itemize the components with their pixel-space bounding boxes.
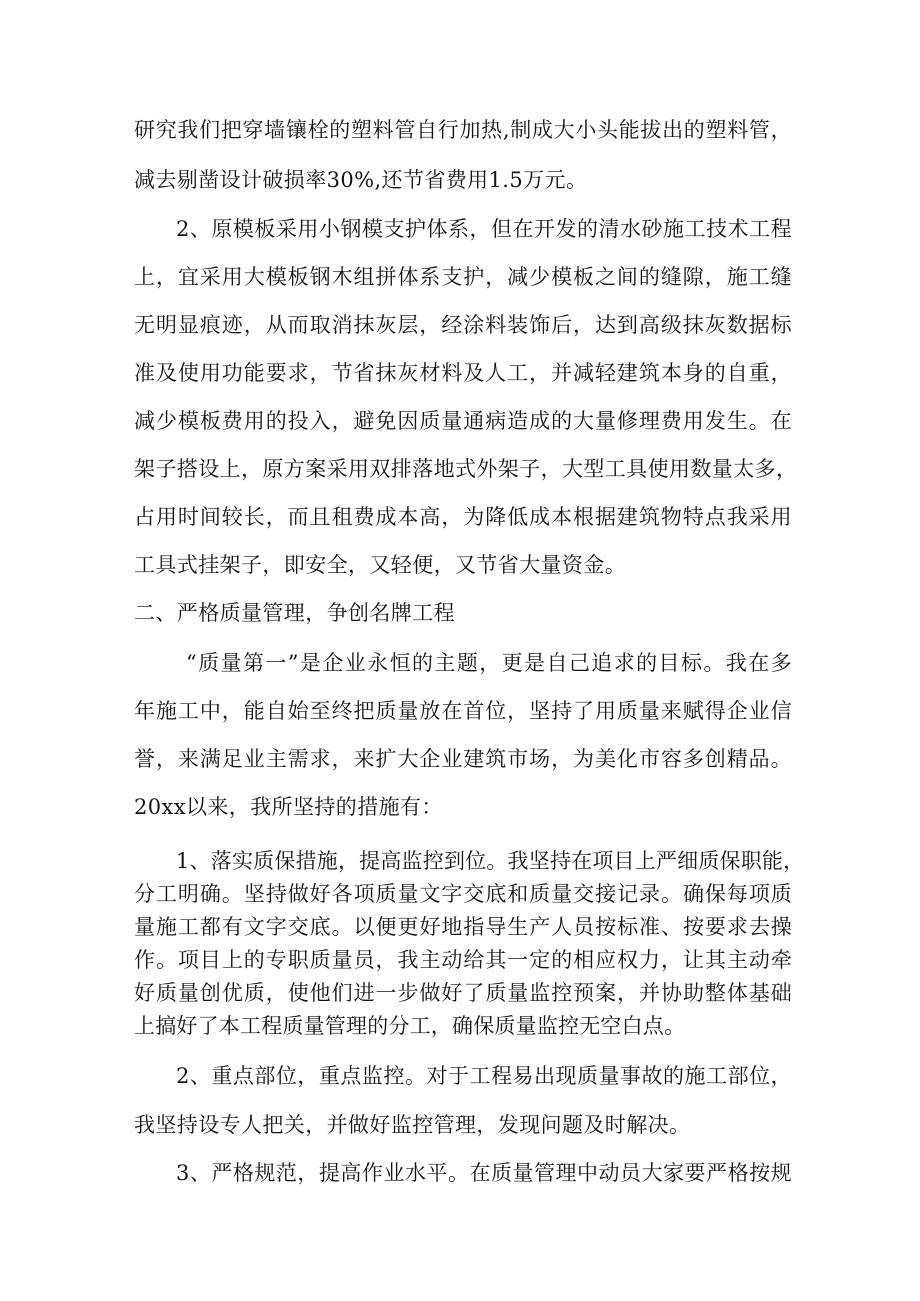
text-line: 上搞好了本工程质量管理的分工，确保质量监控无空白点。 <box>134 1014 686 1038</box>
text-line: 占用时间较长，而且租费成本高，为降低成本根据建筑物特点我采用 <box>134 505 792 529</box>
text-line: 减少模板费用的投入，避免因质量通病造成的大量修理费用发生。在 <box>134 409 792 433</box>
text-line: 研究我们把穿墙镶栓的塑料管自行加热,制成大小头能拔出的塑料管， <box>134 118 792 142</box>
text-line: 3、严格规范，提高作业水平。在质量管理中动员大家要严格按规 <box>176 1161 792 1185</box>
text-line: 好质量创优质，使他们进一步做好了质量监控预案，并协助整体基础 <box>134 981 792 1005</box>
text-line: 减去剔凿设计破损率30%,还节省费用1.5万元。 <box>134 168 588 192</box>
text-line: 作。项目上的专职质量员，我主动给其一定的相应权力，让其主动牵 <box>134 948 792 972</box>
text-line: 我坚持设专人把关，并做好监控管理，发现问题及时解决。 <box>134 1113 691 1137</box>
text-line: 上，宜采用大模板钢木组拼体系支护，减少模板之间的缝隙，施工缝 <box>134 265 792 289</box>
text-line: 20xx以来，我所坚持的措施有： <box>134 795 443 819</box>
text-line: 2、重点部位，重点监控。对于工程易出现质量事故的施工部位， <box>176 1064 792 1088</box>
text-line: “质量第一”是企业永恒的主题，更是自己追求的目标。我在多 <box>186 651 792 675</box>
text-line: 分工明确。坚持做好各项质量文字交底和质量交接记录。确保每项质 <box>134 882 792 906</box>
text-line: 2、原模板采用小钢模支护体系，但在开发的清水砂施工技术工程 <box>176 217 792 241</box>
text-line: 年施工中，能自始至终把质量放在首位，坚持了用质量来赋得企业信 <box>134 699 792 723</box>
text-line: 准及使用功能要求，节省抹灰材料及人工，并减轻建筑本身的自重， <box>134 361 792 385</box>
text-line: 量施工都有文字交底。以便更好地指导生产人员按标准、按要求去操 <box>134 915 792 939</box>
text-line: 无明显痕迹，从而取消抹灰层，经涂料装饰后，达到高级抹灰数据标 <box>134 313 792 337</box>
text-line: 1、落实质保措施，提高监控到位。我坚持在项目上严细质保职能， <box>176 849 805 873</box>
text-line: 誉，来满足业主需求，来扩大企业建筑市场，为美化市容多创精品。 <box>134 747 792 771</box>
text-line: 工具式挂架子，即安全，又轻便，又节省大量资金。 <box>134 553 627 577</box>
section-heading: 二、严格质量管理，争创名牌工程 <box>134 601 455 625</box>
text-line: 架子搭设上，原方案采用双排落地式外架子，大型工具使用数量太多， <box>134 457 798 481</box>
